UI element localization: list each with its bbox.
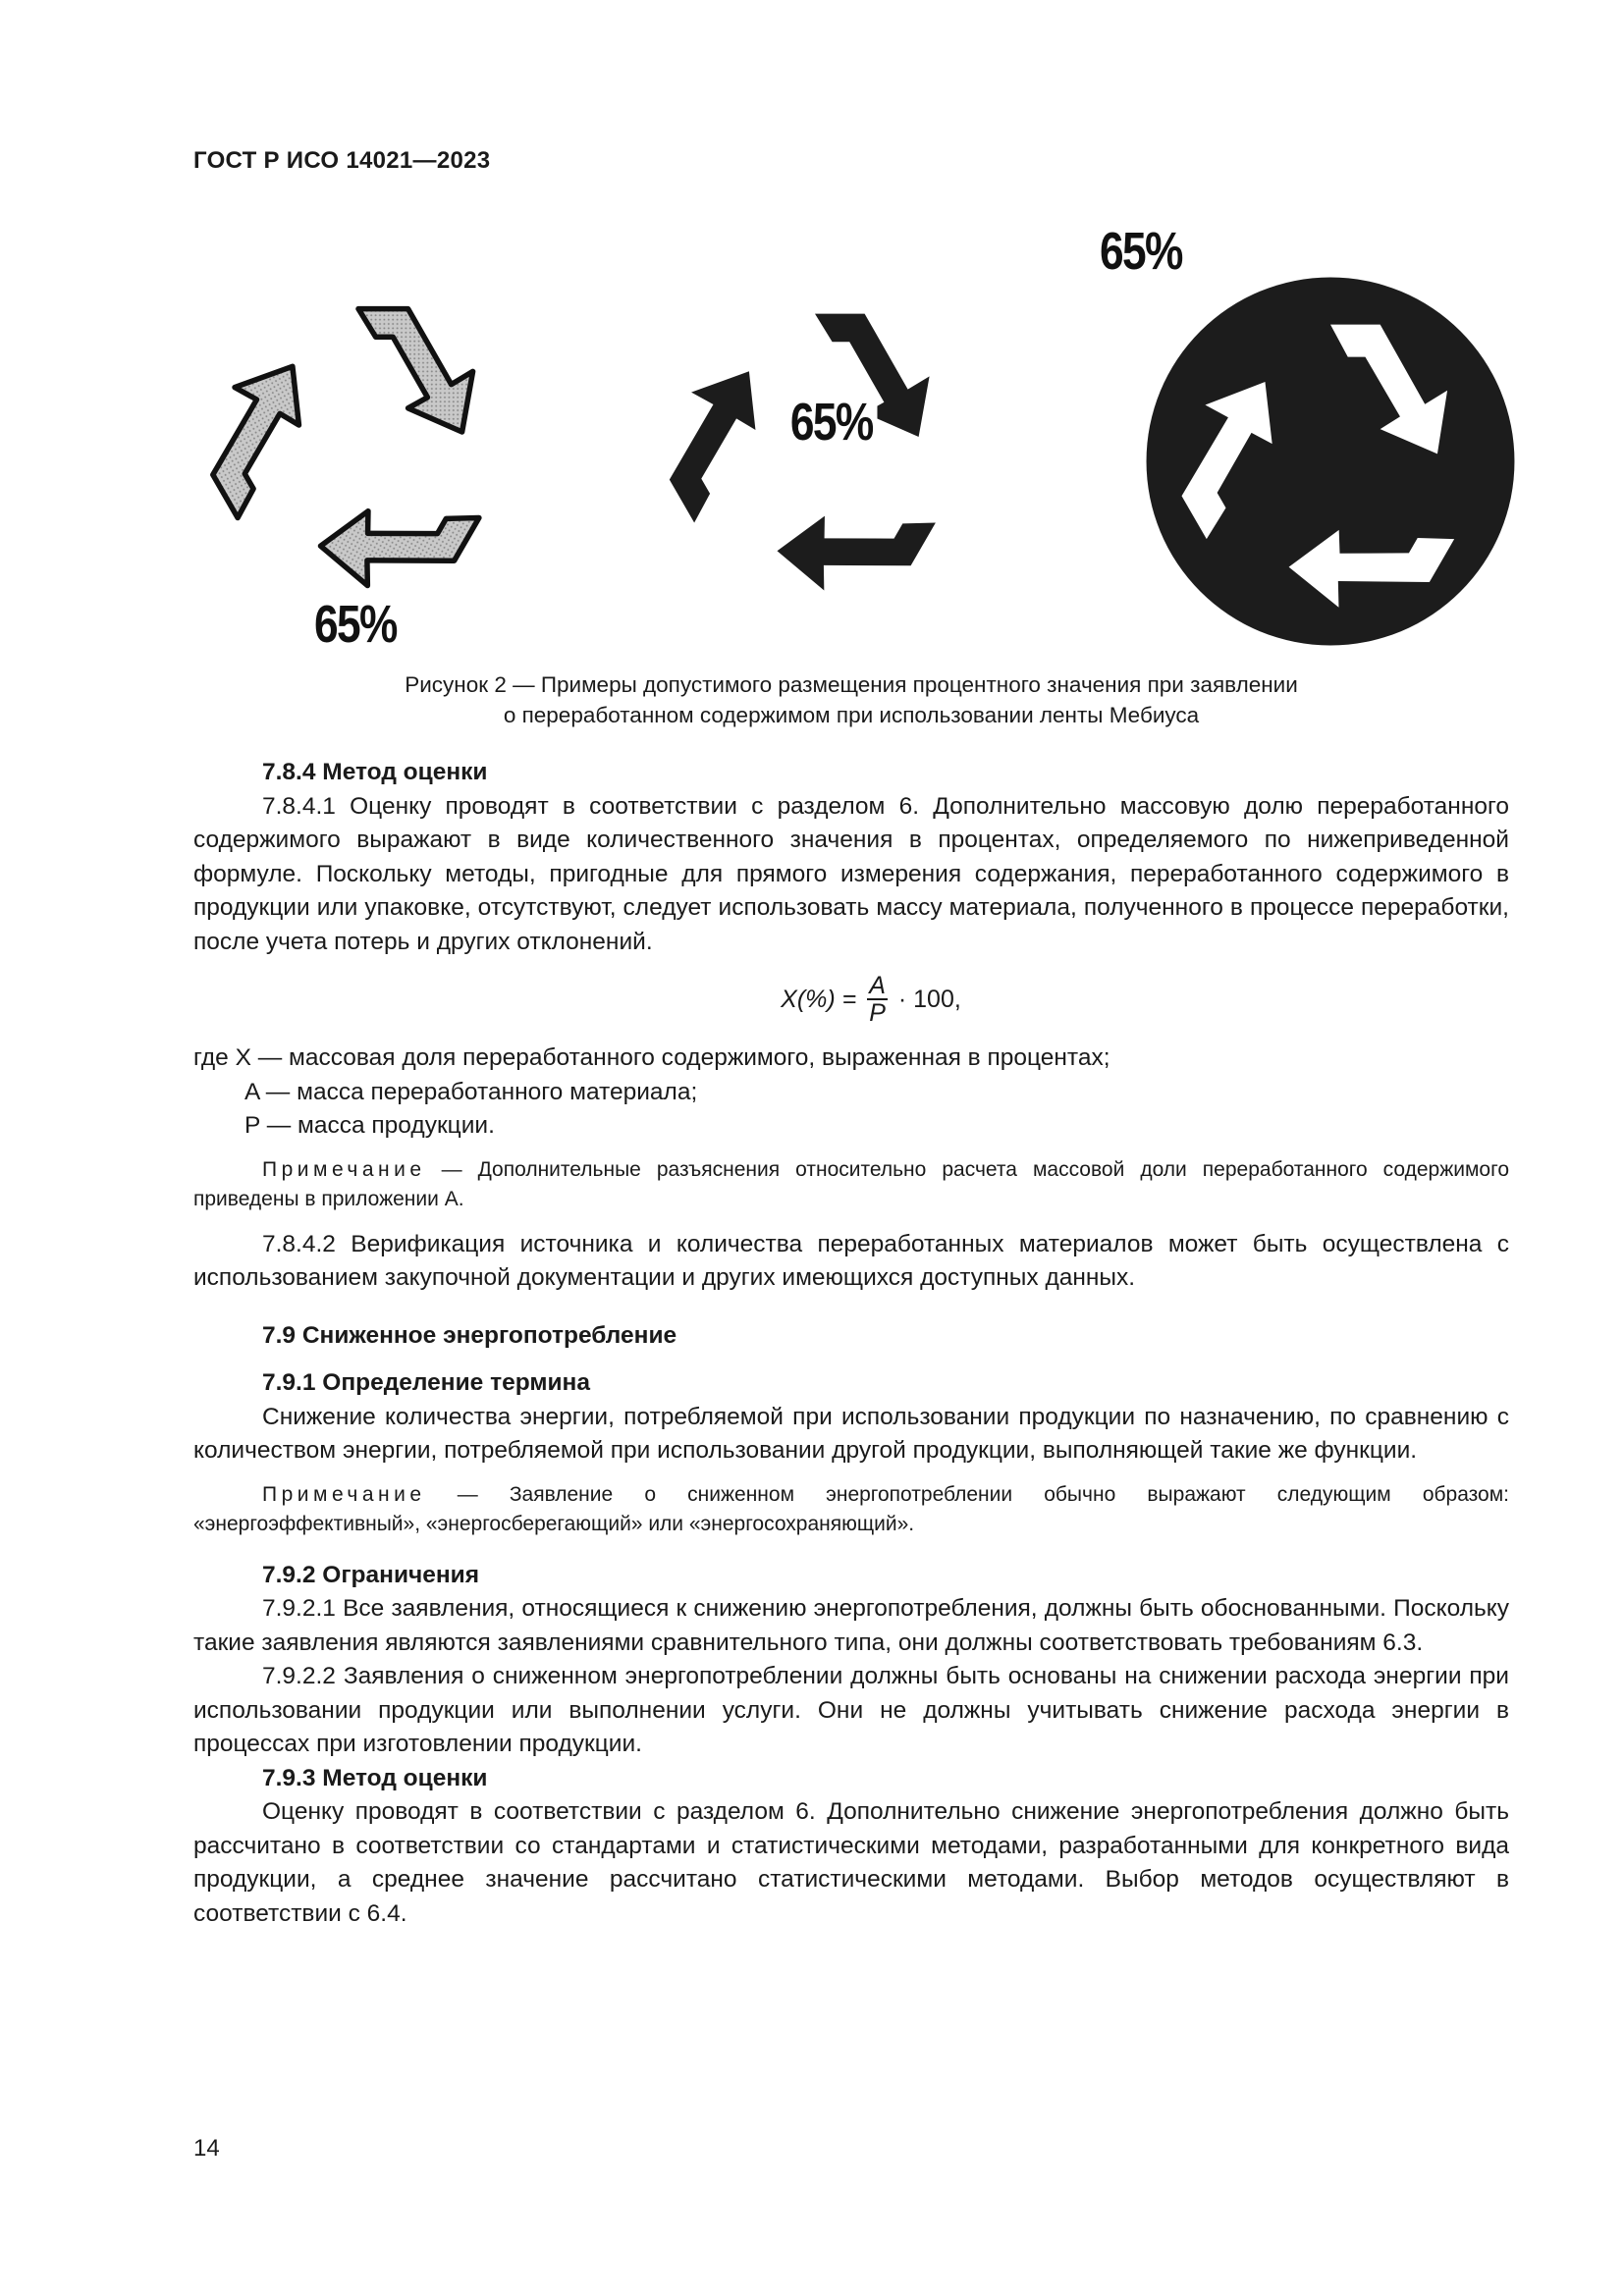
where-x: где X — массовая доля переработанного содержимого, выраженная в процентах; [193, 1044, 1110, 1071]
document-header: ГОСТ Р ИСО 14021—2023 [193, 147, 491, 174]
recycle-circle-icon [1144, 275, 1517, 648]
where-a: A — масса переработанного материала; [244, 1078, 698, 1105]
heading-7-9-1: 7.9.1 Определение термина [262, 1369, 590, 1396]
formula-rhs: · 100, [897, 985, 961, 1013]
heading-7-8-4: 7.8.4 Метод оценки [262, 759, 488, 785]
note-text: — Заявление о сниженном энергопотреблении обычно выражают следующим образом: «энергоэффективный», «энергосберегающий» или «энергосохраняющий». [193, 1482, 1509, 1535]
paragraph-7-8-4-2: 7.8.4.2 Верификация источника и количества переработанных материалов может быть осуществлена с использованием закупочной документации и других имеющихся доступных данных. [193, 1230, 1509, 1291]
page-number: 14 [193, 2135, 220, 2162]
paragraph-7-9-1: Снижение количества энергии, потребляемой при использовании продукции по назначению, по сравнению с количеством энергии, потребляемой при использовании другой продукции, выполняющей такие же функции. [193, 1403, 1509, 1464]
document-body [193, 756, 1509, 1931]
mobius-loop-light [187, 270, 530, 594]
note-7-8-4 [193, 1155, 1509, 1214]
recycle-light-icon [187, 270, 530, 594]
figure-recycling-symbols [187, 221, 1522, 663]
mobius-loop-circle [1144, 275, 1517, 648]
formula-fraction [867, 973, 888, 1026]
formula-numerator: A [869, 972, 886, 999]
formula-denominator: P [869, 999, 886, 1027]
heading-7-9-2: 7.9.2 Ограничения [262, 1561, 480, 1588]
note-7-9-1 [193, 1480, 1509, 1539]
where-p: P — масса продукции. [244, 1112, 495, 1139]
paragraph-7-9-2-2: 7.9.2.2 Заявления о сниженном энергопотреблении должны быть основаны на снижении расхода энергии при использовании продукции или выполнении услуги. Они не должны учитывать снижение расхода энергии в процессах при изготовлении продукции. [193, 1663, 1509, 1757]
percent-label-3: 65% [1100, 222, 1182, 281]
figure-caption-line-1: Рисунок 2 — Примеры допустимого размещения процентного значения при заявлении [405, 672, 1298, 697]
paragraph-7-8-4-1: 7.8.4.1 Оценку проводят в соответствии с разделом 6. Дополнительно массовую долю переработанного содержимого выражают в виде количественного значения в процентах, определяемого по нижеприведенной формуле. Поскольку методы, пригодные для прямого измерения содержания, переработанного содержимого в продукции или упаковке, отсутствуют, следует использовать массу материала, полученного в процессе переработки, после учета потерь и других отклонений. [193, 792, 1509, 955]
figure-caption [193, 669, 1509, 730]
formula-lhs: X(%) = [781, 985, 857, 1013]
paragraph-7-9-3: Оценку проводят в соответствии с разделом 6. Дополнительно снижение энергопотребления должно быть рассчитано в соответствии со стандартами и статистическими методами, разработанными для конкретного вида продукции, а среднее значение рассчитано статистическими методами. Выбор методов осуществляют в соответствии с 6.4. [193, 1798, 1509, 1927]
percent-label-1: 65% [314, 595, 397, 654]
paragraph-7-9-2-1: 7.9.2.1 Все заявления, относящиеся к снижению энергопотребления, должны быть обоснованными. Поскольку такие заявления являются заявлениями сравнительного типа, они должны соответствовать требованиям 6.3. [193, 1595, 1509, 1656]
note-label: Примечание [262, 1157, 426, 1181]
formula-recycled-content [193, 973, 1509, 1032]
heading-7-9-3: 7.9.3 Метод оценки [262, 1764, 488, 1791]
heading-7-9: 7.9 Сниженное энергопотребление [262, 1321, 677, 1349]
note-label: Примечание [262, 1482, 426, 1506]
figure-caption-line-2: о переработанном содержимом при использовании ленты Мебиуса [503, 703, 1200, 727]
percent-label-2: 65% [785, 396, 878, 449]
note-text: — Дополнительные разъяснения относительно расчета массовой доли переработанного содержимого приведены в приложении А. [193, 1157, 1509, 1210]
